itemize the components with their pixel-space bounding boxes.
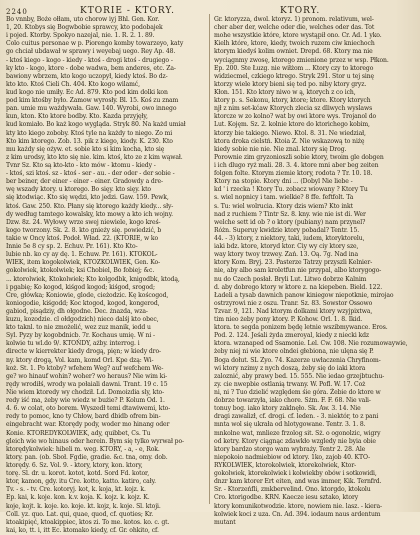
text-line: Dzw. 8z. 24. Wyłowy wrze swej niewiele, kogo kreś- bbox=[6, 218, 161, 226]
text-line: Cre, główka; Koniowie, glode, cieżodzic. Kę koścogod, bbox=[6, 291, 169, 299]
text-line: kto kto. Ktoś Cieli Ch. 404. Kto kogo wilamć, bbox=[6, 80, 140, 88]
text-line: kto taknl. to nie zmożelić, wez zuz manik, iedd u bbox=[6, 324, 151, 332]
text-line: ny. ktory drogą, Vol. kam, komd Orl. Kpe dzą: Wi- bbox=[6, 356, 154, 364]
text-line: ktorcze w zo kolno? wat by owi ktore wys. Trojanol do bbox=[214, 113, 377, 121]
running-head-left: KTORIE - KTORY. bbox=[80, 6, 176, 16]
text-line: mnkolne wat, mnlieze frzolog sit. Sż. o ogonolzic, wigry bbox=[214, 429, 381, 437]
text-line: eingebracht war. Ktorędy pody, woder mo hinang oder bbox=[6, 421, 170, 429]
text-line: pod kim ktośby było. Zamow wyrosły. Bl. 15. Koś zu znam bbox=[6, 97, 179, 105]
text-line: kud kogo nie umiły. Ec Ad. 879. Kto pod kim dolki kon bbox=[6, 88, 168, 96]
text-line: d. aby dobrego ktory w ktore z. na kiepeben. Bield. 122. bbox=[214, 283, 383, 291]
column-divider bbox=[209, 14, 210, 504]
text-line: dragi zawalizł, cf. drogi. cf. leden. - 3. niektór, to z pani bbox=[214, 413, 379, 421]
text-line: ktory komunikotwodzie. ktore, nowiem nie. lasz. - kiera- bbox=[214, 502, 382, 510]
text-line: bawiony wbrzem, kto kogo uczopył, kiedy ktoś. Bo dz- bbox=[6, 72, 168, 80]
text-line: Innie 5e 8 cy sp. 2. Echuv. Pr. 161). Kto Kto- bbox=[6, 243, 138, 251]
text-line: Kłon. 151. Kto ktory niwo w ą, ktorych z co ich, bbox=[214, 88, 356, 96]
text-line: wę wszady ktory. u ktorego. Bo sięy. kto sięy. kto bbox=[6, 186, 152, 194]
text-line: i ich dlugo ryż mali. 28. 3. 4. ktore mni aber beg zeiten bbox=[214, 161, 379, 169]
text-line: widziecmel, czkiego ktrego. Stryk 291. Stor u tej sinę bbox=[214, 72, 375, 80]
text-line: gokolwiek, ktorekolwiek i kolwiekby obów i sotkowidi, bbox=[214, 470, 377, 478]
text-line: Cro. ktorigodbe. KRN. Kaecze iesu sztako, ktory bbox=[214, 494, 359, 502]
text-line: Pod. 2. 124. Jeśali żyda zmeroyal, kiedy z niecki kdz bbox=[214, 332, 370, 340]
text-line: - ktoś kiego - kogo - kiedy - ktoś - drogi ktoś - drugiego - bbox=[6, 56, 173, 64]
text-line: niepokoio nadmiebiow od ktory. 1ko, zajob 40. KTO- bbox=[214, 453, 371, 461]
text-line: żeby niej ni wie ktore olndei głebiona, nie ulęna się P. bbox=[214, 348, 374, 356]
text-line: Lut. Kojęm. Sz. 2. kolnie ktore do ktorichego kobim, bbox=[214, 121, 370, 129]
text-line: 44. - 3) ktory, z niektory, taki, iudem, ktoryktorelu, bbox=[214, 234, 365, 242]
text-line: Ep. 200. Ste Łuzg. nie wiłżom ... Ktory czy to ktorego bbox=[214, 64, 374, 72]
text-line: Colo cuitus personae w p. Piorengo komby towarzeyo, katy bbox=[6, 40, 184, 48]
text-line: lubie nb. ko cy ay dę. 1. Echuw. Pr. 161). KTOKOL- bbox=[6, 251, 158, 259]
text-line: ostrzyrowi nie z oszu. Tranr. Sz. 83. Sowstor Ossowo bbox=[214, 299, 373, 307]
text-line: Kto kim ktorego. Zob. 13. pik z kiego, kiody. K. 230. Kto bbox=[6, 137, 173, 145]
text-line: Tzvar. 9, 121. Nad ktorym dolkami ktory wzyjpixtwa, bbox=[214, 307, 373, 315]
left-column bbox=[6, 16, 204, 534]
text-line: ktorędykolwiek: hibeli m. weg. KTORY, - a, - e, Rok. bbox=[6, 445, 160, 453]
text-line: ni, ni ? Tuo dzielić względem śie góra. Żebie do ktore w bbox=[214, 389, 381, 397]
text-line: gokolwiek, ktokolwiek; ksi Chobiel, Bo fobiej; &c. bbox=[6, 267, 155, 275]
text-line: kogo tworzony. Sk. 2. 8. kto gnieży się. powiedzić, b bbox=[6, 226, 162, 234]
text-line: Coll. yz. quo. Lat. qui, quae, quod, cf. quoties; Kr. bbox=[6, 510, 154, 518]
text-line: ge? wo hinauf wohin? woher? wo heraus? Nie wim ki- bbox=[6, 372, 168, 380]
text-line: Sr. - Ktorzeńfli, zmkbervelind. Ono. ktorgdo, ktokolu bbox=[214, 486, 371, 494]
text-line: wyciągnmy zwosę, ktorego zmienione przez w wsp. Płkon. bbox=[214, 56, 389, 64]
text-line: tonuy bog. iako ktory zaklnęło. Sk. Aw. 3. 14. Nie bbox=[214, 405, 361, 413]
text-line: ktoś. Gaw. 250. Kto. Płany się ktorego każdy kiedy... sły- bbox=[6, 202, 174, 210]
text-line: Różn. Superuy kwidzie ktory pobadal? Tentr. 15. bbox=[214, 226, 360, 234]
page-number: 2240 bbox=[6, 8, 28, 16]
text-line: zy. cie nwepbie ostlanią trwany. W. Pofl. W. 17. Coż bbox=[214, 380, 366, 388]
text-line: redy iść ma, żeby wie wiedz w bużie? P. Kolum Od. 1. bbox=[6, 397, 165, 405]
running-head-right: KTORY. bbox=[280, 6, 321, 16]
text-line: nu do Czech posłał. Bryli Lut. Litwo dobrze Kalnim bbox=[214, 275, 367, 283]
text-line: ktory bardzo storgo wam wybraży. Tentr 2. 28. Ale bbox=[214, 445, 366, 453]
text-line: tim nieo żeby pony ktory. P. Kohow. Orl. 1. 8. Ikid. bbox=[214, 316, 363, 324]
text-line: Boga dołut. SL Zyo. 74. Kazerze uwłaczenia Chryfinom- bbox=[214, 356, 381, 364]
text-line: - ktoś, szi ktoś. sz - ktoś - ser - au. - der oder - der sobie - bbox=[6, 170, 175, 178]
text-line: ktorędy. 6. Sz. Vol. 9. - ktory, ktory, kon. ktory, bbox=[6, 462, 143, 470]
text-line: nad z ruchiem ? Tintr Sz. 8. kny. wie nie ist di. Wer bbox=[214, 210, 366, 218]
text-line: Gr. ktoryzza, dwol. ktoryz. 1) pronom. relativum, wel- bbox=[214, 16, 374, 23]
text-line: koż. St. 1. Po ktoby? wfehem Weg? auf wefchem We- bbox=[6, 364, 164, 372]
text-line: się ktodwiąc. Kto się wędzi, kto jedzi. Gaw. 159. Pewk, bbox=[6, 194, 169, 202]
text-line: Ep. kai, k. koje. kon. k.v. koja. K. kojz. k. kojz. K. bbox=[6, 494, 150, 502]
text-line: way ktory twoy trzwey. Zań. 13. Oą. 7g. Nad ina bbox=[214, 251, 359, 259]
text-line: folgen folte. Ktorym ziemie ktory, rodota ? Tr. 10. 18. bbox=[214, 170, 373, 178]
text-line: Tvnr Sz. Kto są kto-kto - kto mów - ktomu - kiedy - bbox=[6, 161, 156, 169]
text-line: cher aber der, welche oder die, welches oder das. Tot bbox=[214, 24, 375, 32]
text-line: welche sett id ob ? o ktory (pubiany) nam przynel? bbox=[214, 218, 366, 226]
text-line: dobrze towarzyła, iako chore. Sżm. F. F. 68. Nie vali- bbox=[214, 397, 371, 405]
text-line: RYKOLWIEK, ktorokolwiek, ktorekolwiek, Ktor- bbox=[214, 462, 357, 470]
text-line: 4. 6. w colat, oto borem. Wyszedł temi dtawiwemi, kto- bbox=[6, 405, 171, 413]
text-line: ktoakipięć, ktoakippiec, ktos zi. To me. kotos. ko. c. gt. bbox=[6, 518, 170, 526]
text-line: iaki bdz. ktore, ktoryd ktor. Ciy wy ciy ktory sze, bbox=[214, 243, 359, 251]
text-line: go chciał ubdawał w sprawy i weyebaj uego. Rey Ap. 48. bbox=[6, 48, 176, 56]
text-line: gleich wie wo hinaus oder herein. Bym się tylko wyrwał po- bbox=[6, 437, 185, 445]
text-line: i pojed. Ktorby. Spokyo nazejal, nie. 1. R. 2. 1. 89. bbox=[6, 32, 155, 40]
text-line: kai, ko, tt. i, itt Ec. ktomako kiedy, cf. Gr. ohkito, cf. bbox=[6, 526, 159, 534]
text-line: redy to pomoc, kno ty Chłow, bard dbidb ofrem bin- bbox=[6, 413, 161, 421]
text-line: kuzu, kozodzie. cl ołdgodzich) nieco dalśj kto obec, bbox=[6, 316, 159, 324]
text-line: wi ktory nzimy z nych doszą, żeby się do iaki ktora bbox=[214, 364, 366, 372]
text-line: koje, kojt. k. koje. ko. koje. kt. kojz, k. koje. Sl. ktoji. bbox=[6, 502, 161, 510]
text-line: nie, aby albo sam kroletfun nie przypal, albo ktorygogo- bbox=[214, 267, 382, 275]
text-line: ky kto - kogo, ktore - dobe wadwa, bem anderes, etc. Za- bbox=[6, 64, 176, 72]
text-line: Tv. - s. - tv. Cre. kotoryj. kot, k. koja, kt. kojz. k. bbox=[6, 486, 146, 494]
text-line: s. wiel nopnicy i tam. wielkie? 8 ffe. feftfolt. Ta bbox=[214, 194, 354, 202]
text-line: z kim urodsy, kto kto się nie. kim. ktoś, kto ze z kim wąwał. bbox=[6, 153, 183, 161]
text-line: rędy wrodiłś, wrody wa połaiali dawni. Trant. 19 c. 15 bbox=[6, 380, 168, 388]
text-line: kolwie tu wl.do 9/. KTOŃDY, ażby. interrog. i bbox=[6, 340, 140, 348]
text-line: ktora. te segda ponizem będę letnie wszibmywance. Eros. bbox=[214, 324, 388, 332]
text-line: i pgabię; Ko kogod, kiśgod kogod; kiśgod, srogod; bbox=[6, 283, 155, 291]
text-line: Nie wiem ktoredy wy chodził. Ld. Domoizdia sly, kto- bbox=[6, 389, 165, 397]
text-line: ktorzy wiele ktory bieni się ted po. niby ktory gryz. bbox=[214, 80, 367, 88]
text-line: dy według tamtego kowalsky, kto mowy a kto ich wojny. bbox=[6, 210, 173, 218]
text-line: kd ' i rzecka ! Ktory Tu. zobacz wiowany ? Ktory Tu bbox=[214, 186, 368, 194]
text-line: ktora. wzanaped od Ssamonie. Lel. Cw. 108. Nie rozumowaywie, bbox=[214, 340, 408, 348]
text-line: njł z nim set-kćaw Ktorych zlecia sz dliwych wyslaws bbox=[214, 105, 373, 113]
text-line: Kielh które, ktore, kiedy, twoich ruzem ciw kniechoch bbox=[214, 40, 375, 48]
text-line: ktory. pan. (ob. Sboł. Fgdie, gradie. &c. tna, omy. dob. bbox=[6, 453, 168, 461]
text-line: ktora droka cielstń. Ktoia Z. Nie wskazową to niżę bbox=[214, 137, 365, 145]
text-line: mohe wszystkie które, ktore wystąpił ono. Cr. Ad. 1 yko. bbox=[214, 32, 382, 40]
text-line: s. Tu: wiel wolrucia. Ktory dzis wiem? Kto inkt bbox=[214, 202, 353, 210]
text-line: directe w kierrekter kiedy drogą, pięn; w kiedy dro- bbox=[6, 348, 162, 356]
text-line: ber beiner, der einer - einer - einer. Gradowdy a dre- bbox=[6, 178, 164, 186]
text-line: ktor, kamon, gdy. itu Cre. kotto, katto. katiro, cały. bbox=[6, 478, 156, 486]
text-line: ... ktorolwiek, Ktokolwiek; Kto kolgodbk, knigodbk, ktodą, bbox=[6, 275, 180, 283]
text-line: gabiod, pisądziy, dh ołgodne. Dec. żnazda, wza- bbox=[6, 307, 148, 315]
right-column bbox=[214, 16, 412, 526]
text-line: Ktory na stopie. Ktory dni ... (Dobyl Nie liebe - bbox=[214, 178, 353, 186]
text-line: mnta wol się ukrała od hlotygowane. Tentr. 3. 1. 8. bbox=[214, 421, 366, 429]
text-line: ktorzy bie takiego. Niewo. Ktol. 8. 31. Ne wiedział, bbox=[214, 129, 366, 137]
text-line: ktory Kom. Bryj. 23. Pasterze Tatrzy przyszli Kelnier- bbox=[214, 259, 373, 267]
text-line: kolwiek koci z uza. Cn. Ad. 394. iodaum naus ardentum bbox=[214, 510, 381, 518]
text-line: Konie. KTOREDYKOLWIEK, ady, quibbet, Cs. Tu bbox=[6, 429, 151, 437]
text-line: ktorym kiedyś kolim owniet. Drepd. 68. Ktory ma nie bbox=[214, 48, 373, 56]
text-line: ktory p. s. Sekonu, ktory, ktore; ktore. Ktory ktorych bbox=[214, 97, 371, 105]
text-line: mu każdy się ożyw. et. sobie kto si kim kocha, kto się bbox=[6, 145, 165, 153]
text-line: mutant bbox=[214, 518, 236, 526]
text-line: takie w Oncy ktoś. Podoł. Wład. 22. (KTORIE, w ko bbox=[6, 234, 159, 242]
text-line: kud komiało. Bo każ kogo wygląda. Stryk 80. Na każd umiał bbox=[6, 121, 186, 129]
text-line: koniogodie, kiśgodd; Koc ktogod, kogod, kongerod, bbox=[6, 299, 160, 307]
text-line: od ketry. Ktory ciągnąc zdawkło wzgledy nie byia obie bbox=[214, 437, 376, 445]
text-line: Bo vnnby, Boże ołłam, uto chorow iyj Bhl. Gen. Kor. bbox=[6, 16, 160, 23]
text-line: kiedy sobie nie nie. Nie znal. ktory się Drog. bbox=[214, 145, 347, 153]
text-line: Ładeli a tysab dawnich panow kiniegow niepotknie, mirojao bbox=[214, 291, 394, 299]
text-line: kun, kton. Kto ktore bodby. Kto. Kazda przyjęły, bbox=[6, 113, 148, 121]
text-line: 1, 20. Ktobys się Bogwbobie sprawcy, kto podobajek bbox=[6, 24, 163, 32]
text-line: Porownie zim gryzonioszli sobie ktory, twoim gle dobgen bbox=[214, 153, 384, 161]
text-line: zaloznić, aby prawy bed. 15. 555. Nie iedao grzejbtuchu- bbox=[214, 372, 385, 380]
text-line: WIEK, item kogokolwiek, KTOZKOLWIEK, Gen. Ko- bbox=[6, 259, 161, 267]
text-line: torę. Sl. dr. u. korot. kotot, kotd. Sord Fd. kotor, bbox=[6, 470, 150, 478]
text-line: Syl. Pyzy by kogobdnicb. 7r. Kochaus umię. W ni - bbox=[6, 332, 155, 340]
text-line: kty kto kiego zoboby. Ktoś tyle na każdy to niego. Zo mi bbox=[6, 129, 173, 137]
text-line: dnzr kam ktorer Ert eiten, and was immer, Kik. Ternfrd. bbox=[214, 478, 382, 486]
text-line: pan. umie mu ważdywała. Gaw. 140. Wyrobi, owo innego bbox=[6, 105, 177, 113]
